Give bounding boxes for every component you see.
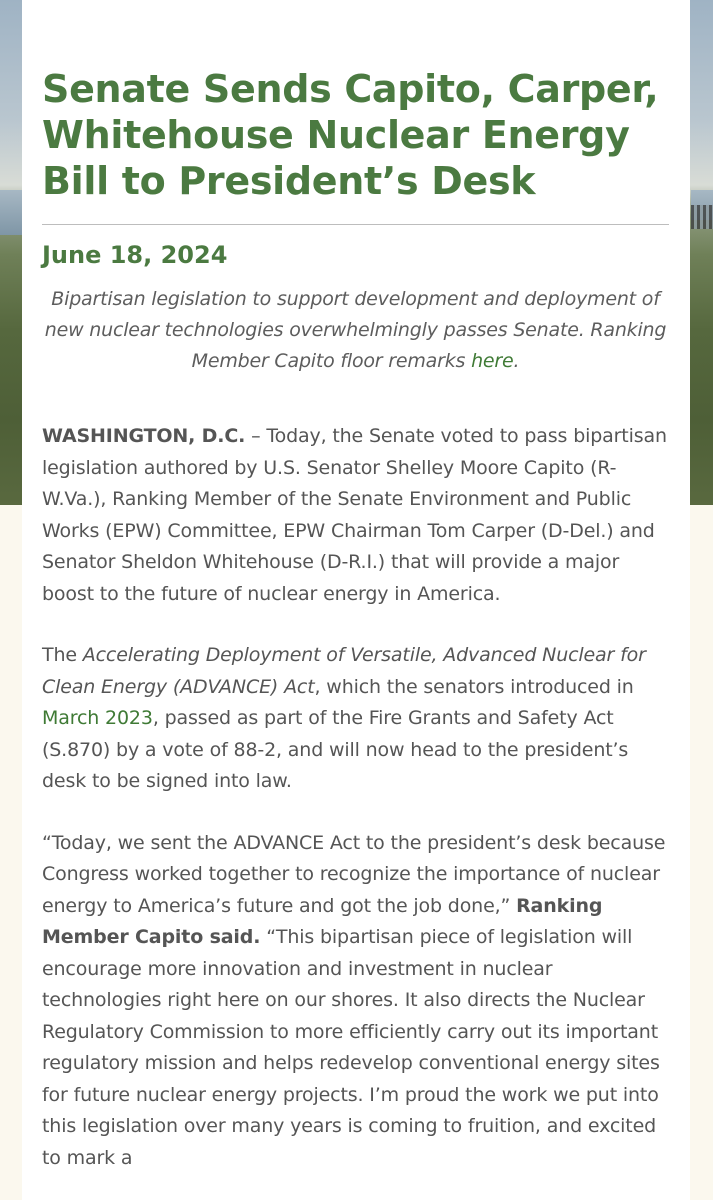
paragraph-2-mid: , which the senators introduced in <box>314 675 634 698</box>
dateline: WASHINGTON, D.C. <box>42 425 246 447</box>
subhead-period: . <box>513 350 520 372</box>
quote-start: “Today, we sent the ADVANCE Act to the president’s desk because Congress worked together to recognize the importance of nuclear energy to America’s future and got the job done,” <box>42 831 666 917</box>
article-subhead <box>42 284 669 377</box>
article-card <box>22 0 690 1200</box>
paragraph-dateline <box>42 421 669 610</box>
act-name: Accelerating Deployment of Versatile, Advanced Nuclear for Clean Energy (ADVANCE) Act <box>42 644 646 698</box>
paragraph-2-end: , passed as part of the Fire Grants and Safety Act (S.870) by a vote of 88-2, and will now head to the president’s desk to be signed into law. <box>42 707 629 792</box>
article-title: Senate Sends Capito, Carper, Whitehouse Nuclear Energy Bill to President’s Desk <box>42 67 659 203</box>
paragraph-1-text: – Today, the Senate voted to pass bipartisan legislation authored by U.S. Senator Shelley Moore Capito (R-W.Va.), Ranking Member of the Senate Environment and Public Works (EPW) Committee, EPW Chairman Tom Carper (D-Del.) and Senator Sheldon Whitehouse (D-R.I.) that will provide a major boost to the future of nuclear energy in America. <box>42 425 667 605</box>
floor-remarks-link[interactable]: here <box>471 350 514 372</box>
background-pier <box>691 205 713 229</box>
article-date: June 18, 2024 <box>42 241 228 269</box>
paragraph-quote <box>42 828 669 1175</box>
title-divider <box>42 224 669 225</box>
subhead-text: Bipartisan legislation to support development and deployment of new nuclear technologies overwhelmingly passes Senate. Ranking Member Capito floor remarks <box>44 288 667 372</box>
paragraph-2-lead: The <box>42 644 83 666</box>
paragraph-act <box>42 640 669 798</box>
background-water-left <box>0 190 22 235</box>
quote-speaker: Ranking Member Capito said. <box>42 894 603 948</box>
march-2023-link[interactable]: March 2023 <box>42 707 153 729</box>
quote-rest: “This bipartisan piece of legislation will encourage more innovation and investment in nuclear technologies right here on our shores. It also directs the Nuclear Regulatory Commission to more efficiently carry out its important regulatory mission and helps redevelop conventional energy sites for future nuclear energy projects. I’m proud the work we put into this legislation over many years is coming to fruition, and excited to mark a <box>42 926 660 1169</box>
